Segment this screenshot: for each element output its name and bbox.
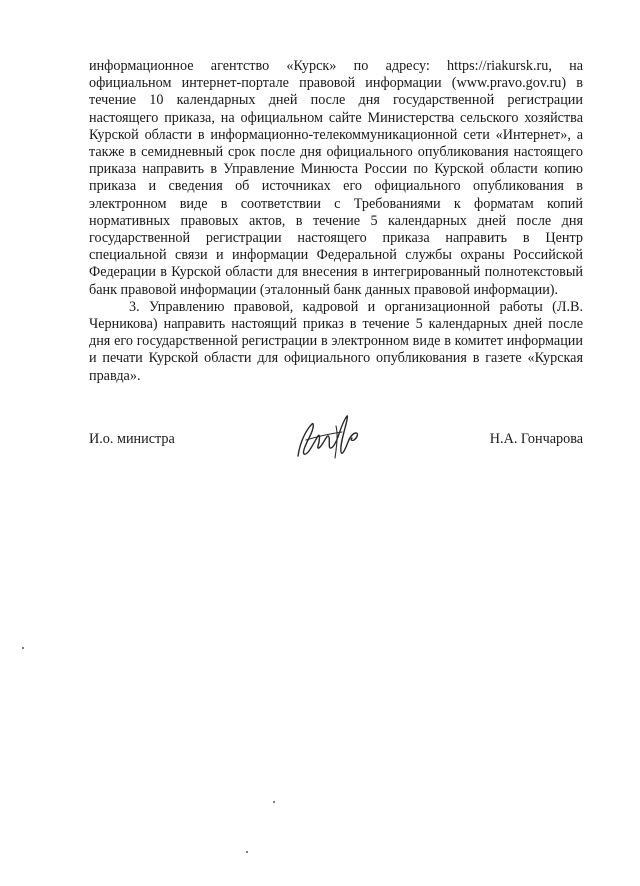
paragraph-item-3: 3. Управлению правовой, кадровой и организационной работы (Л.В. Черникова) направить настоящий приказ в течение 5 календарных дней после дня его государственной регистрации в электронном виде в комитет информации и печати Курской области для официального опубликования в газете «Курская правда».: [89, 298, 583, 384]
scan-speck: [246, 851, 248, 853]
signer-name: Н.А. Гончарова: [489, 431, 583, 447]
scan-speck: [273, 801, 275, 803]
paragraph-publication-terms: информационное агентство «Курск» по адресу: https://riakursk.ru, на официальном интернет-портале правовой информации (www.pravo.gov.ru) в течение 10 календарных дней после дня государственной регистрации настоящего приказа, на официальном сайте Министерства сельского хозяйства Курской области в информационно-телекоммуникационной сети «Интернет», а также в семидневный срок после дня официального опубликования настоящего приказа направить в Управление Минюста России по Курской области копию приказа и сведения об источниках его официального опубликования в электронном виде в соответствии с Требованиями к форматам копий нормативных правовых актов, в течение 5 календарных дней после дня государственной регистрации настоящего приказа направить в Центр специальной связи и информации Федеральной службы охраны Российской Федерации в Курской области для внесения в интегрированный полнотекстовый банк правовой информации (эталонный банк данных правовой информации).: [89, 58, 583, 298]
handwritten-signature-icon: [292, 412, 370, 464]
scan-speck: [22, 647, 24, 649]
document-body: [89, 58, 583, 385]
position-title: И.о. министра: [89, 431, 175, 447]
